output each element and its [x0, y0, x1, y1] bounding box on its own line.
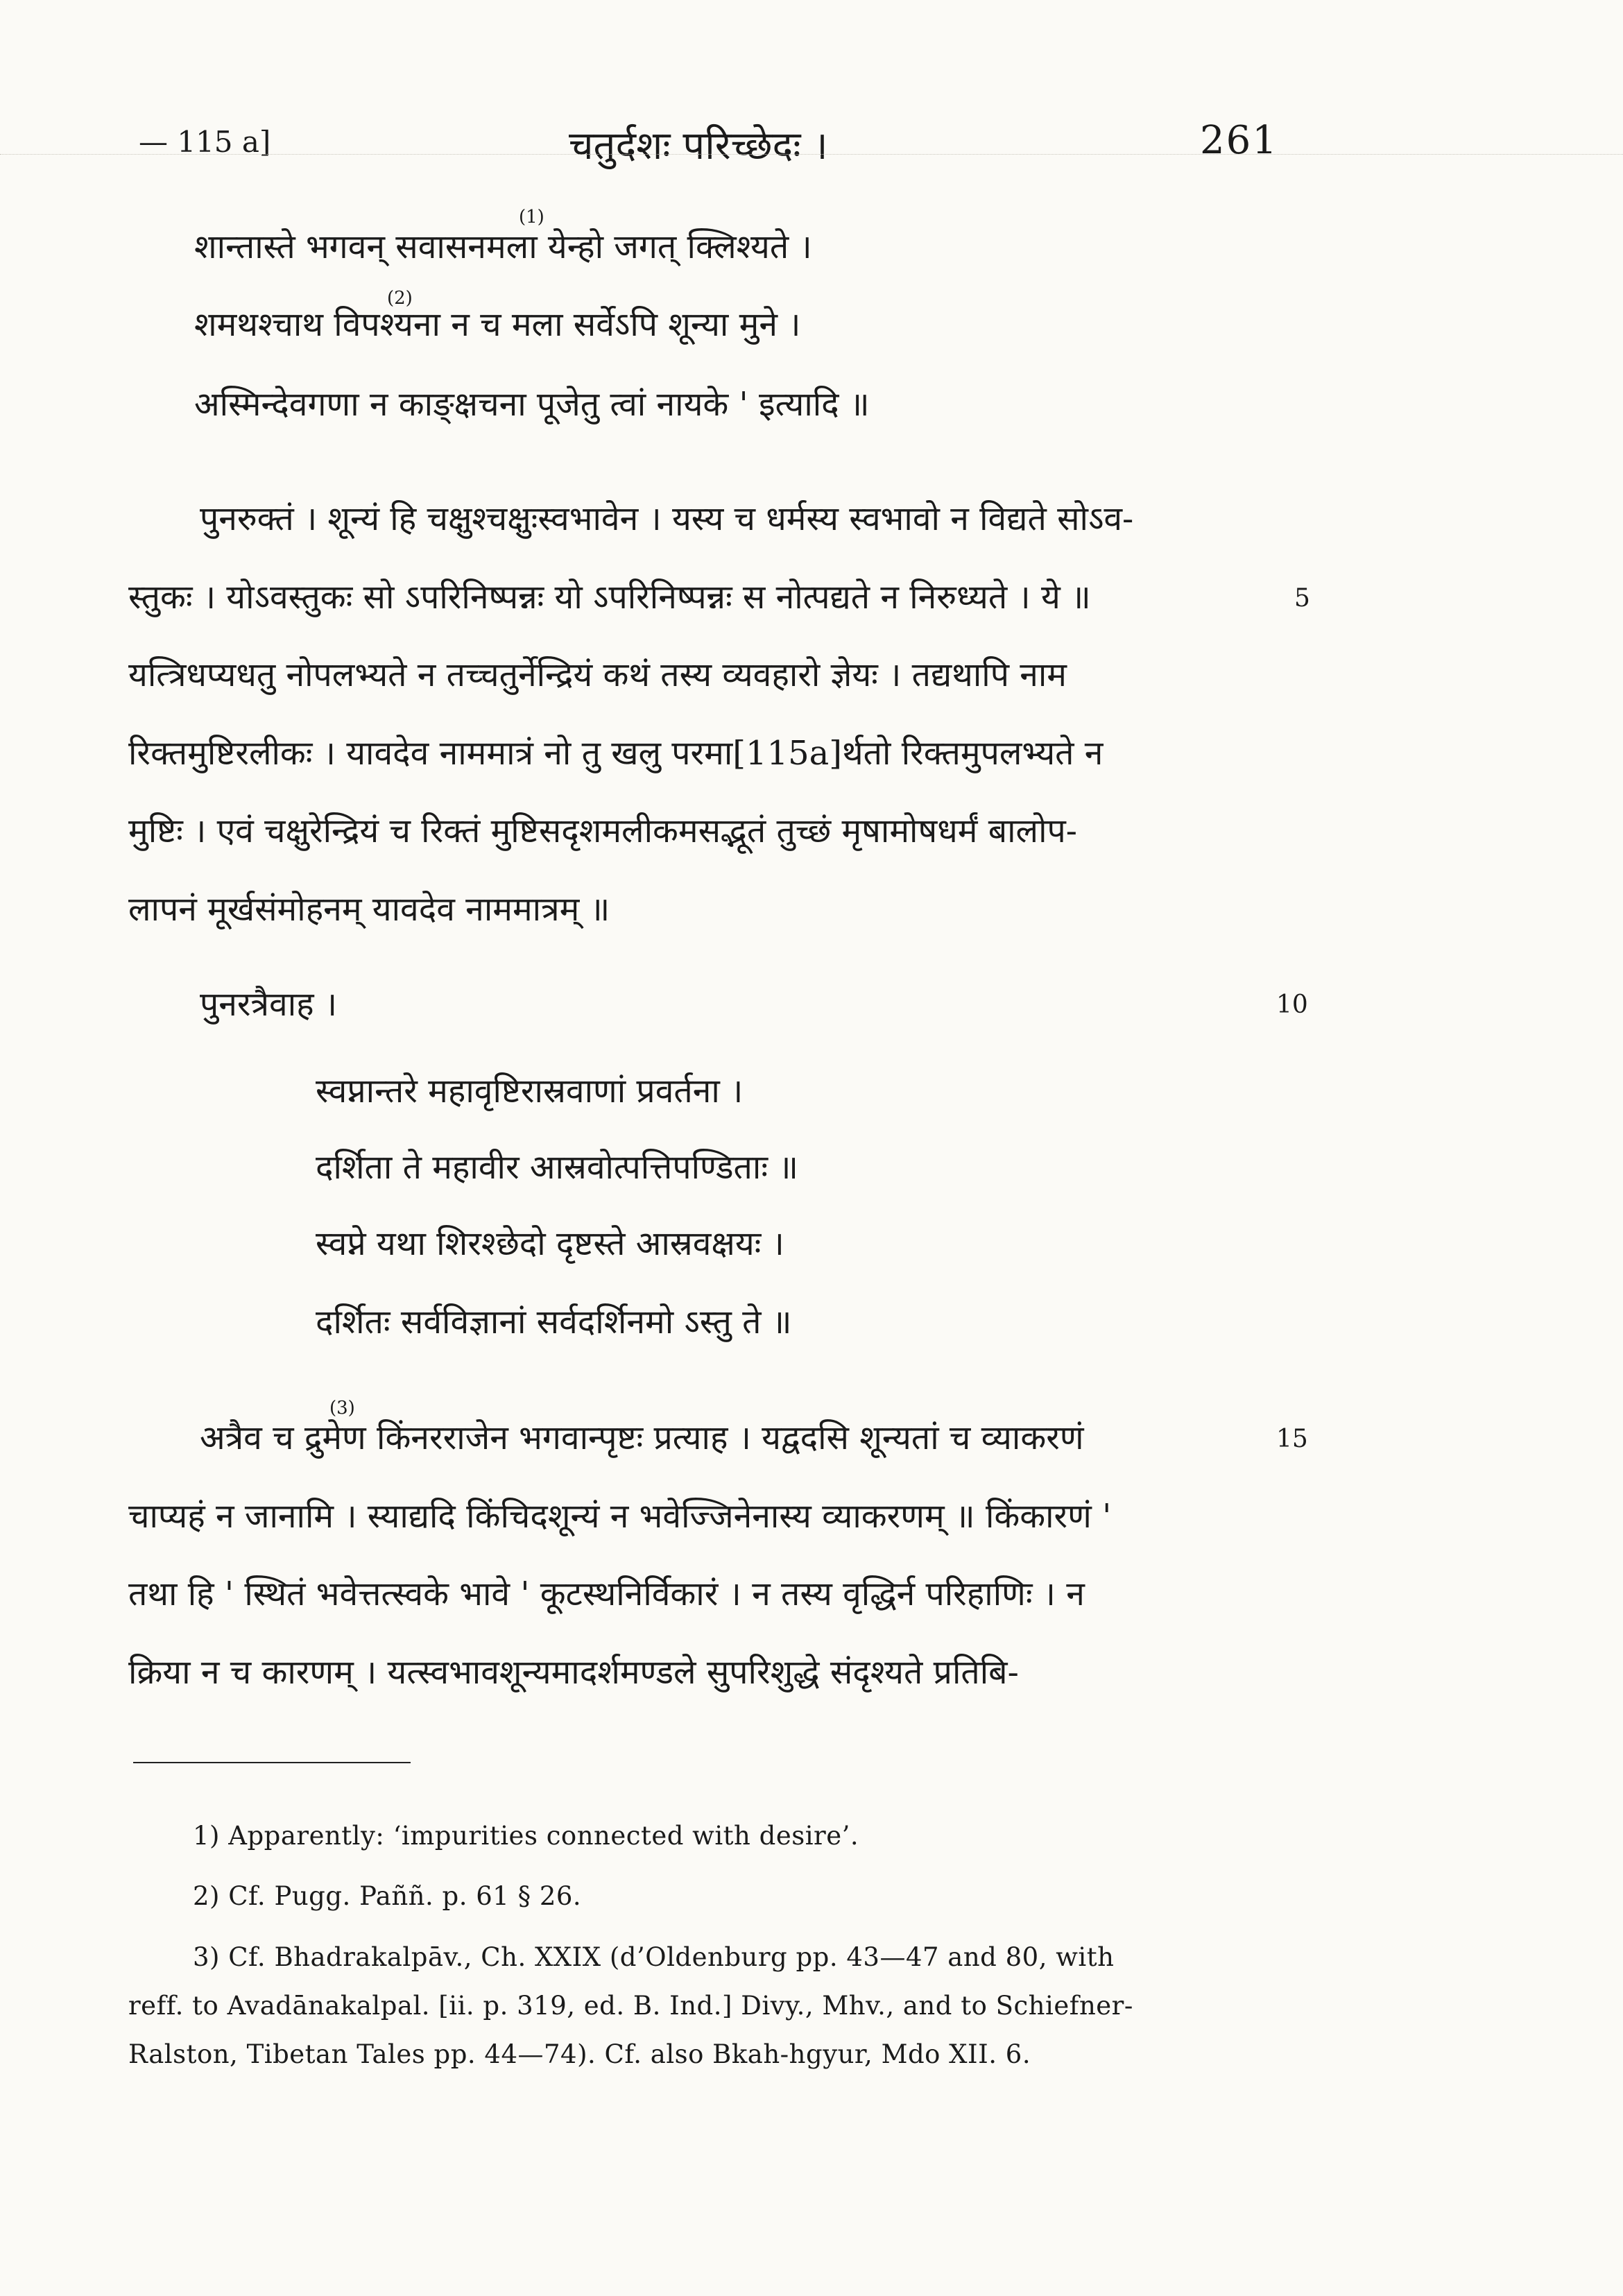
- verse-line: शान्तास्ते भगवन् सवासनमला येन्हो जगत् क्लिश्यते ।: [194, 228, 812, 266]
- prose-line: लापनं मूर्खसंमोहनम् यावदेव नाममात्रम् ॥: [128, 890, 610, 929]
- prose-line: स्तुकः । योऽवस्तुकः सो ऽपरिनिष्पन्नः यो ऽपरिनिष्पन्नः स नोत्पद्यते न निरुध्यते । ये ॥: [128, 578, 1091, 617]
- verse-line: स्वप्ने यथा शिरश्छेदो दृष्टस्ते आस्रवक्षयः ।: [316, 1224, 784, 1263]
- footnote-mark-2: (2): [387, 288, 413, 309]
- prose-line: यत्त्रिधप्यधतु नोपलभ्यते न तच्चतुर्नेन्द्रियं कथं तस्य व्यवहारो ज्ञेयः । तद्यथापि नाम: [128, 656, 1067, 694]
- prose-line: क्रिया न च कारणम् । यत्स्वभावशून्यमादर्शमण्डले सुपरिशुद्धे संदृश्यते प्रतिबि-: [128, 1653, 1019, 1692]
- footnote-continuation: Ralston, Tibetan Tales pp. 44—74). Cf. also Bkah-hgyur, Mdo XII. 6.: [128, 2039, 1031, 2069]
- section-reference: — 115 a]: [139, 125, 271, 159]
- footnote: 3) Cf. Bhadrakalpāv., Ch. XXIX (d’Oldenburg pp. 43—47 and 80, with: [193, 1942, 1115, 1972]
- prose-line: पुनरुक्तं । शून्यं हि चक्षुश्चक्षुःस्वभावेन । यस्य च धर्मस्य स्वभावो न विद्यते सोऽव-: [200, 499, 1134, 538]
- prose-line: पुनरत्रैवाह ।: [200, 985, 338, 1024]
- line-number: 5: [1294, 584, 1310, 612]
- line-number: 15: [1276, 1425, 1308, 1453]
- footnote-mark-3: (3): [329, 1398, 355, 1419]
- prose-line: रिक्तमुष्टिरलीकः । यावदेव नाममात्रं नो तु खलु परमा[115a]र्थतो रिक्तमुपलभ्यते न: [128, 734, 1104, 773]
- verse-line: दर्शितः सर्वविज्ञानां सर्वदर्शिनमो ऽस्तु ते ॥: [316, 1303, 792, 1342]
- verse-line: दर्शिता ते महावीर आस्रवोत्पत्तिपण्डिताः ॥: [316, 1148, 799, 1187]
- running-header: [125, 118, 1276, 173]
- prose-line: मुष्टिः । एवं चक्षुरेन्द्रियं च रिक्तं मुष्टिसदृशमलीकमसद्भूतं तुच्छं मृषामोषधर्मं बालोप-: [128, 812, 1077, 850]
- footnote: 2) Cf. Pugg. Paññ. p. 61 § 26.: [193, 1881, 582, 1911]
- chapter-title: चतुर्दशः परिच्छेदः ।: [569, 123, 828, 169]
- footnote-mark-1: (1): [519, 207, 544, 228]
- line-number: 10: [1276, 991, 1308, 1019]
- verse-line: शमथश्चाथ विपश्यना न च मला सर्वेऽपि शून्या मुने ।: [194, 305, 801, 344]
- prose-line: तथा हि ' स्थितं भवेत्तत्स्वके भावे ' कूटस्थनिर्विकारं । न तस्य वृद्धिर्न परिहाणिः । न: [128, 1575, 1085, 1613]
- prose-line: अत्रैव च द्रुमेण किंनरराजेन भगवान्पृष्टः प्रत्याह । यद्वदसि शून्यतां च व्याकरणं: [200, 1419, 1084, 1457]
- header-rule: [0, 154, 1623, 155]
- verse-line: स्वप्नान्तरे महावृष्टिरास्रवाणां प्रवर्तना ।: [316, 1072, 744, 1111]
- footnote-rule: [133, 1762, 411, 1763]
- footnote: 1) Apparently: ‘impurities connected with desire’.: [193, 1821, 859, 1851]
- page-number: 261: [1200, 118, 1278, 163]
- prose-line: चाप्यहं न जानामि । स्याद्यदि किंचिदशून्यं न भवेज्जिनेनास्य व्याकरणम् ॥ किंकारणं ': [128, 1497, 1112, 1536]
- verse-line: अस्मिन्देवगणा न काङ्क्षचना पूजेतु त्वां नायके ' इत्यादि ॥: [194, 385, 870, 424]
- footnote-continuation: reff. to Avadānakalpal. [ii. p. 319, ed. B. Ind.] Divy., Mhv., and to Schiefner-: [128, 1991, 1133, 2021]
